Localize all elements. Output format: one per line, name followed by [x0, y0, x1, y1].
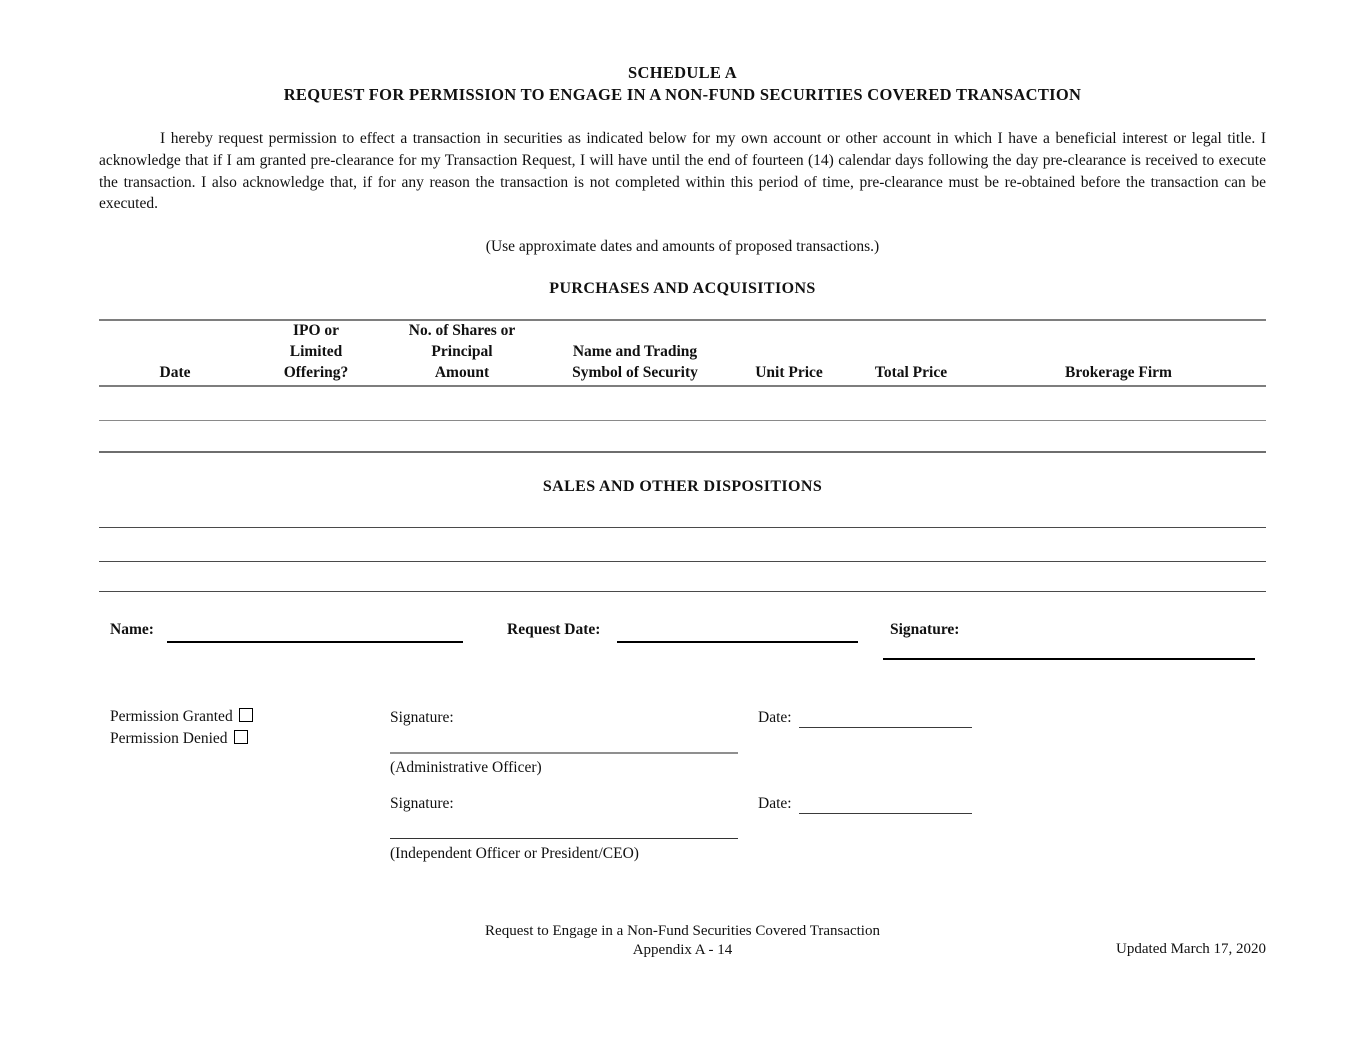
request-date-label: Request Date:	[507, 621, 601, 638]
sales-table	[99, 494, 1266, 592]
purchases-blank-row-1[interactable]	[99, 387, 1266, 421]
column-header-shares-principal-amount: No. of Shares or Principal Amount	[408, 322, 516, 381]
column-header-name-trading-symbol: Name and Trading Symbol of Security	[572, 343, 698, 381]
requestor-signature-input-line[interactable]	[883, 658, 1255, 660]
permission-denied-checkbox[interactable]	[234, 730, 248, 744]
permission-granted-label: Permission Granted	[110, 708, 233, 725]
purchases-blank-row-2[interactable]	[99, 421, 1266, 453]
footer-document-name: Request to Engage in a Non-Fund Securities Covered Transaction	[485, 923, 880, 939]
sales-heading: SALES AND OTHER DISPOSITIONS	[542, 478, 823, 495]
name-input-line[interactable]	[167, 641, 463, 643]
purchases-table-header-row	[99, 321, 1266, 387]
document-title	[0, 62, 1365, 106]
request-permission-title: REQUEST FOR PERMISSION TO ENGAGE IN A NON-FUND SECURITIES COVERED TRANSACTION	[283, 85, 1082, 104]
purchases-table	[99, 319, 1266, 453]
name-label: Name:	[110, 621, 154, 638]
instruction-note: (Use approximate dates and amounts of proposed transactions.)	[485, 238, 880, 255]
column-header-brokerage-firm: Brokerage Firm	[1065, 364, 1172, 381]
independent-officer-caption: (Independent Officer or President/CEO)	[390, 845, 639, 862]
requestor-signature-label: Signature:	[890, 621, 960, 638]
admin-signature-label: Signature:	[390, 709, 454, 726]
permission-granted-checkbox[interactable]	[239, 708, 253, 722]
independent-signature-label: Signature:	[390, 795, 454, 812]
column-header-date: Date	[159, 364, 191, 381]
permission-granted-option	[110, 707, 253, 727]
schedule-label: SCHEDULE A	[628, 63, 737, 82]
column-header-total-price: Total Price	[874, 364, 948, 381]
column-header-ipo-limited-offering: IPO or Limited Offering?	[283, 322, 349, 381]
approval-section	[99, 706, 1266, 876]
independent-date-label: Date:	[758, 795, 792, 812]
column-header-unit-price: Unit Price	[755, 364, 823, 381]
footer-updated-date: Updated March 17, 2020	[1116, 941, 1266, 957]
permission-denied-label: Permission Denied	[110, 730, 228, 747]
admin-date-label: Date:	[758, 709, 792, 726]
sales-blank-row-3[interactable]	[99, 562, 1266, 592]
admin-date-input-line[interactable]	[799, 727, 972, 728]
intro-paragraph: I hereby request permission to effect a transaction in securities as indicated below for my own account or other account in which I have a beneficial interest or legal title. I acknowledge that if I am granted pre-clearance for my Transaction Request, I will have until the end of fourteen (14) calendar days following the day pre-clearance is received to execute the transaction. I also acknowledge that, if for any reason the transaction is not completed within this period of time, pre-clearance must be re-obtained before the transaction can be executed.	[99, 130, 1266, 213]
independent-date-input-line[interactable]	[799, 813, 972, 814]
sales-blank-row-2[interactable]	[99, 528, 1266, 562]
request-date-input-line[interactable]	[617, 641, 858, 643]
footer-appendix-label: Appendix A - 14	[632, 942, 733, 958]
permission-denied-option	[110, 729, 248, 749]
admin-officer-caption: (Administrative Officer)	[390, 759, 542, 776]
purchases-heading: PURCHASES AND ACQUISITIONS	[549, 280, 816, 297]
requestor-info-row	[99, 620, 1266, 680]
sales-blank-row-1[interactable]	[99, 494, 1266, 528]
